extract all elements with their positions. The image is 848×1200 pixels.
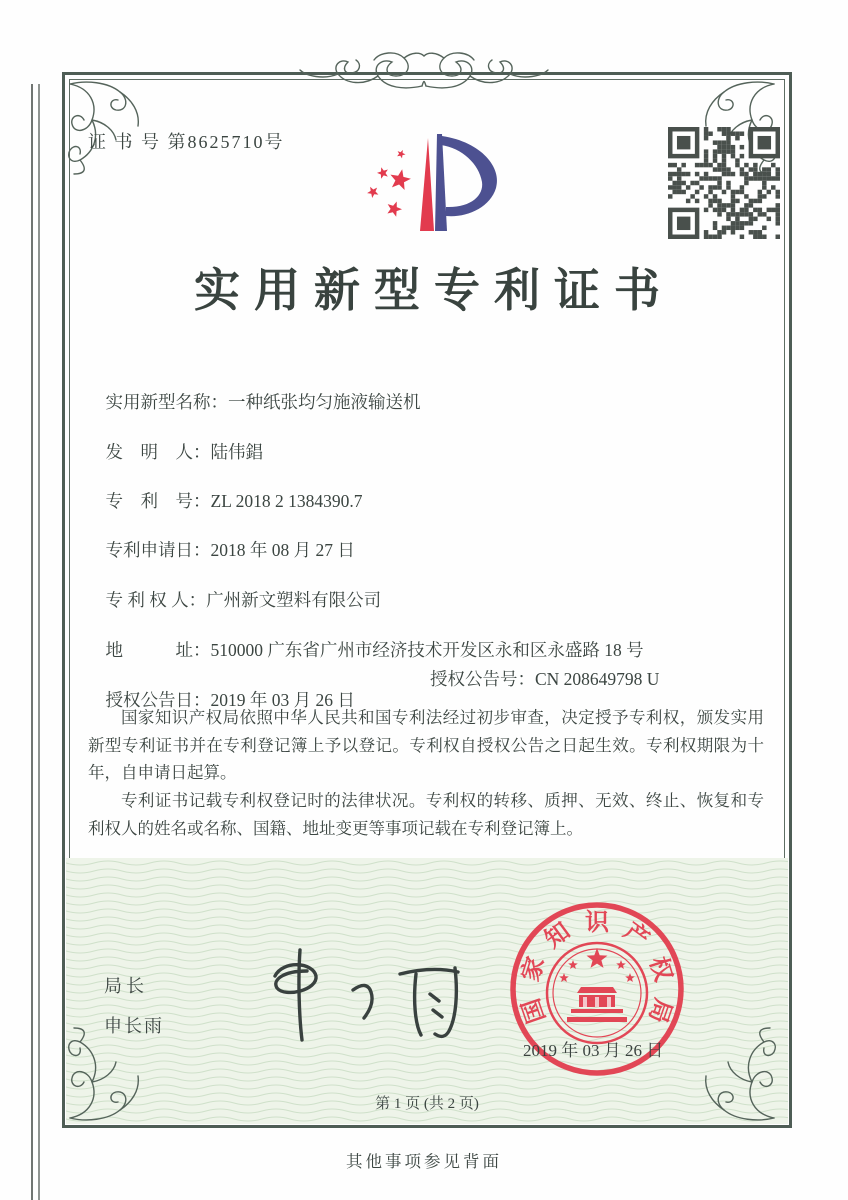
cnipa-logo xyxy=(350,124,510,236)
field-label: 授权公告日： xyxy=(105,690,211,710)
svg-text:局: 局 xyxy=(643,994,676,1027)
field-value: 陆伟錩 xyxy=(210,442,263,462)
legal-paragraph-1: 国家知识产权局依照中华人民共和国专利法经过初步审查，决定授予专利权，颁发实用新型专利证书并在专利登记簿上予以登记。专利权自授权公告之日起生效。专利权期限为十年，自申请日起算。 xyxy=(88,708,764,783)
field-value: 2019 年 03 月 26 日 xyxy=(210,690,355,710)
svg-text:识: 识 xyxy=(585,910,609,936)
svg-text:家: 家 xyxy=(518,953,551,985)
qr-code xyxy=(668,127,780,239)
page-number: 第 1 页 (共 2 页) xyxy=(375,1096,479,1112)
top-flourish-ornament xyxy=(294,46,554,92)
field-label: 专 利 号： xyxy=(105,491,211,511)
field-label: 专 利 权 人： xyxy=(105,590,207,610)
svg-text:产: 产 xyxy=(618,918,654,954)
logo-stars xyxy=(367,150,411,217)
field-value: 一种纸张均匀施液输送机 xyxy=(228,392,421,412)
signature-shen-changyu xyxy=(215,938,465,1048)
legal-paragraph-2: 专利证书记载专利权登记时的法律状况。专利权的转移、质押、无效、终止、恢复和专利权人的姓名或名称、国籍、地址变更等事项记载在专利登记簿上。 xyxy=(88,791,764,838)
seal-date: 2019 年 03 月 26 日 xyxy=(523,1041,664,1060)
certificate-title: 实用新型专利证书 xyxy=(194,265,674,316)
back-side-note: 其他事项参见背面 xyxy=(346,1152,502,1171)
officer-title: 局长 xyxy=(104,976,148,996)
field-label: 地 址： xyxy=(105,640,211,660)
legal-text xyxy=(88,704,764,843)
certificate-number: 证 书 号 第8625710号 xyxy=(88,132,285,152)
field-value: ZL 2018 2 1384390.7 xyxy=(210,491,363,511)
logo-monument xyxy=(420,134,497,231)
officer-name: 申长雨 xyxy=(104,1016,164,1036)
field-value: CN 208649798 U xyxy=(535,669,660,689)
field-value: 2018 年 08 月 27 日 xyxy=(210,540,355,560)
svg-text:国: 国 xyxy=(518,994,551,1027)
field-value: 510000 广东省广州市经济技术开发区永和区永盛路 18 号 xyxy=(210,640,644,660)
svg-text:知: 知 xyxy=(540,918,576,954)
svg-text:权: 权 xyxy=(643,953,676,985)
field-label: 实用新型名称： xyxy=(105,392,228,412)
seal-emblem xyxy=(547,943,647,1043)
field-label: 专利申请日： xyxy=(105,540,211,560)
scan-edge-line xyxy=(31,84,40,1200)
field-label: 发 明 人： xyxy=(105,442,211,462)
field-value: 广州新文塑料有限公司 xyxy=(206,590,382,610)
field-label: 授权公告号： xyxy=(430,669,535,689)
field-grant-number xyxy=(430,666,659,691)
